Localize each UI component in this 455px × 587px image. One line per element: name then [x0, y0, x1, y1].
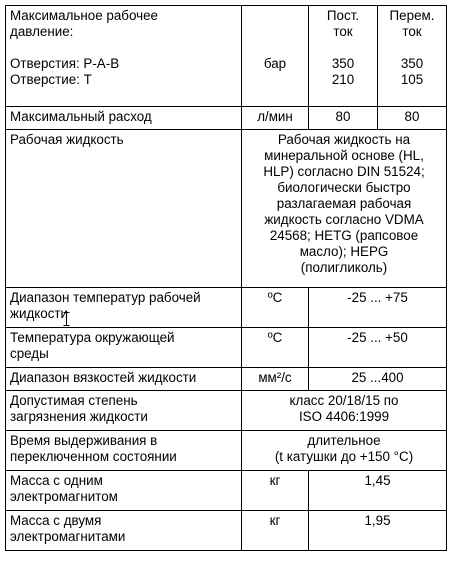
mass-one-label-line1: Масса с одним [10, 473, 103, 488]
specifications-table [5, 5, 447, 551]
duty-value-line2: (t катушки до +150 °C) [274, 449, 414, 464]
dc-header-line2: ток [333, 24, 353, 39]
pressure-label-line2: давление: [10, 24, 74, 39]
fluid-line: (полигликоль) [300, 260, 388, 275]
contamination-value [242, 391, 447, 431]
mass-two-unit: кг [242, 511, 309, 551]
fluid-temp-label [6, 288, 242, 328]
contamination-value-line2: ISO 4406:1999 [298, 409, 390, 424]
ac-column-cell [378, 6, 447, 107]
fluid-temp-label-line2: жидкости [10, 306, 69, 321]
ambient-temp-label-line2: среды [10, 346, 49, 361]
table-row [6, 511, 447, 551]
duty-label [6, 431, 242, 471]
mass-one-label [6, 471, 242, 511]
dc-pressure-t: 210 [331, 72, 355, 87]
fluid-description [242, 130, 447, 288]
table-row [6, 288, 447, 328]
fluid-line: биологически быстро [277, 180, 411, 195]
flow-dc-value: 80 [309, 107, 378, 130]
fluid-temp-label-line1: Диапазон температур рабочей [10, 290, 201, 305]
mass-one-value: 1,45 [309, 471, 447, 511]
fluid-line: жидкость согласно VDMA [264, 212, 424, 227]
ambient-temp-label-line1: Температура окружающей [10, 330, 175, 345]
pressure-unit: бар [263, 56, 287, 71]
duty-label-line1: Время выдерживания в [10, 433, 158, 448]
flow-ac-value: 80 [378, 107, 447, 130]
duty-value [242, 431, 447, 471]
dc-column-cell [309, 6, 378, 107]
contamination-label-line1: Допустимая степень [10, 393, 138, 408]
dc-pressure-pab: 350 [331, 56, 355, 71]
ambient-temp-unit: ºC [242, 328, 309, 368]
table-row [6, 6, 447, 107]
ac-pressure-pab: 350 [400, 56, 424, 71]
text-cursor-icon [63, 312, 70, 326]
dc-header-line1: Пост. [326, 8, 360, 23]
fluid-line: 24568; HETG (рапсовое [269, 228, 419, 243]
mass-two-label-line2: электромагнитами [10, 529, 126, 544]
table-row [6, 471, 447, 511]
fluid-line: Рабочая жидкость на [277, 132, 411, 147]
ac-header-line2: ток [402, 24, 422, 39]
pressure-unit-cell [242, 6, 309, 107]
pressure-label-cell [6, 6, 242, 107]
fluid-line: HLP) согласно DIN 51524; [263, 164, 425, 179]
mass-one-label-line2: электромагнитом [10, 489, 118, 504]
fluid-line: минеральной основе (HL, [264, 148, 424, 163]
pressure-label-line1: Максимальное рабочее [10, 8, 158, 23]
mass-one-unit: кг [242, 471, 309, 511]
ambient-temp-value: -25 ... +50 [309, 328, 447, 368]
duty-value-line1: длительное [307, 433, 381, 448]
viscosity-value: 25 ...400 [309, 368, 447, 391]
fluid-temp-unit: ºC [242, 288, 309, 328]
viscosity-label: Диапазон вязкостей жидкости [6, 368, 242, 391]
viscosity-unit: мм²/с [242, 368, 309, 391]
contamination-label [6, 391, 242, 431]
table-row [6, 328, 447, 368]
table-row [6, 431, 447, 471]
ac-pressure-t: 105 [400, 72, 424, 87]
mass-two-label [6, 511, 242, 551]
table-row [6, 391, 447, 431]
fluid-line: разлагаемая рабочая [276, 196, 412, 211]
ports-pab-label: Отверстия: P-A-B [10, 56, 120, 71]
fluid-label: Рабочая жидкость [6, 130, 242, 288]
mass-two-value: 1,95 [309, 511, 447, 551]
contamination-value-line1: класс 20/18/15 по [289, 393, 399, 408]
flow-unit: л/мин [242, 107, 309, 130]
ambient-temp-label [6, 328, 242, 368]
ac-header-line1: Перем. [389, 8, 435, 23]
table-row [6, 107, 447, 130]
flow-label: Максимальный расход [6, 107, 242, 130]
fluid-temp-value: -25 ... +75 [309, 288, 447, 328]
duty-label-line2: переключенном состоянии [10, 449, 177, 464]
table-row [6, 368, 447, 391]
fluid-line: масло); HEPG [299, 244, 389, 259]
mass-two-label-line1: Масса с двумя [10, 513, 102, 528]
contamination-label-line2: загрязнения жидкости [10, 409, 148, 424]
table-row [6, 130, 447, 288]
port-t-label: Отверстие: T [10, 72, 92, 87]
